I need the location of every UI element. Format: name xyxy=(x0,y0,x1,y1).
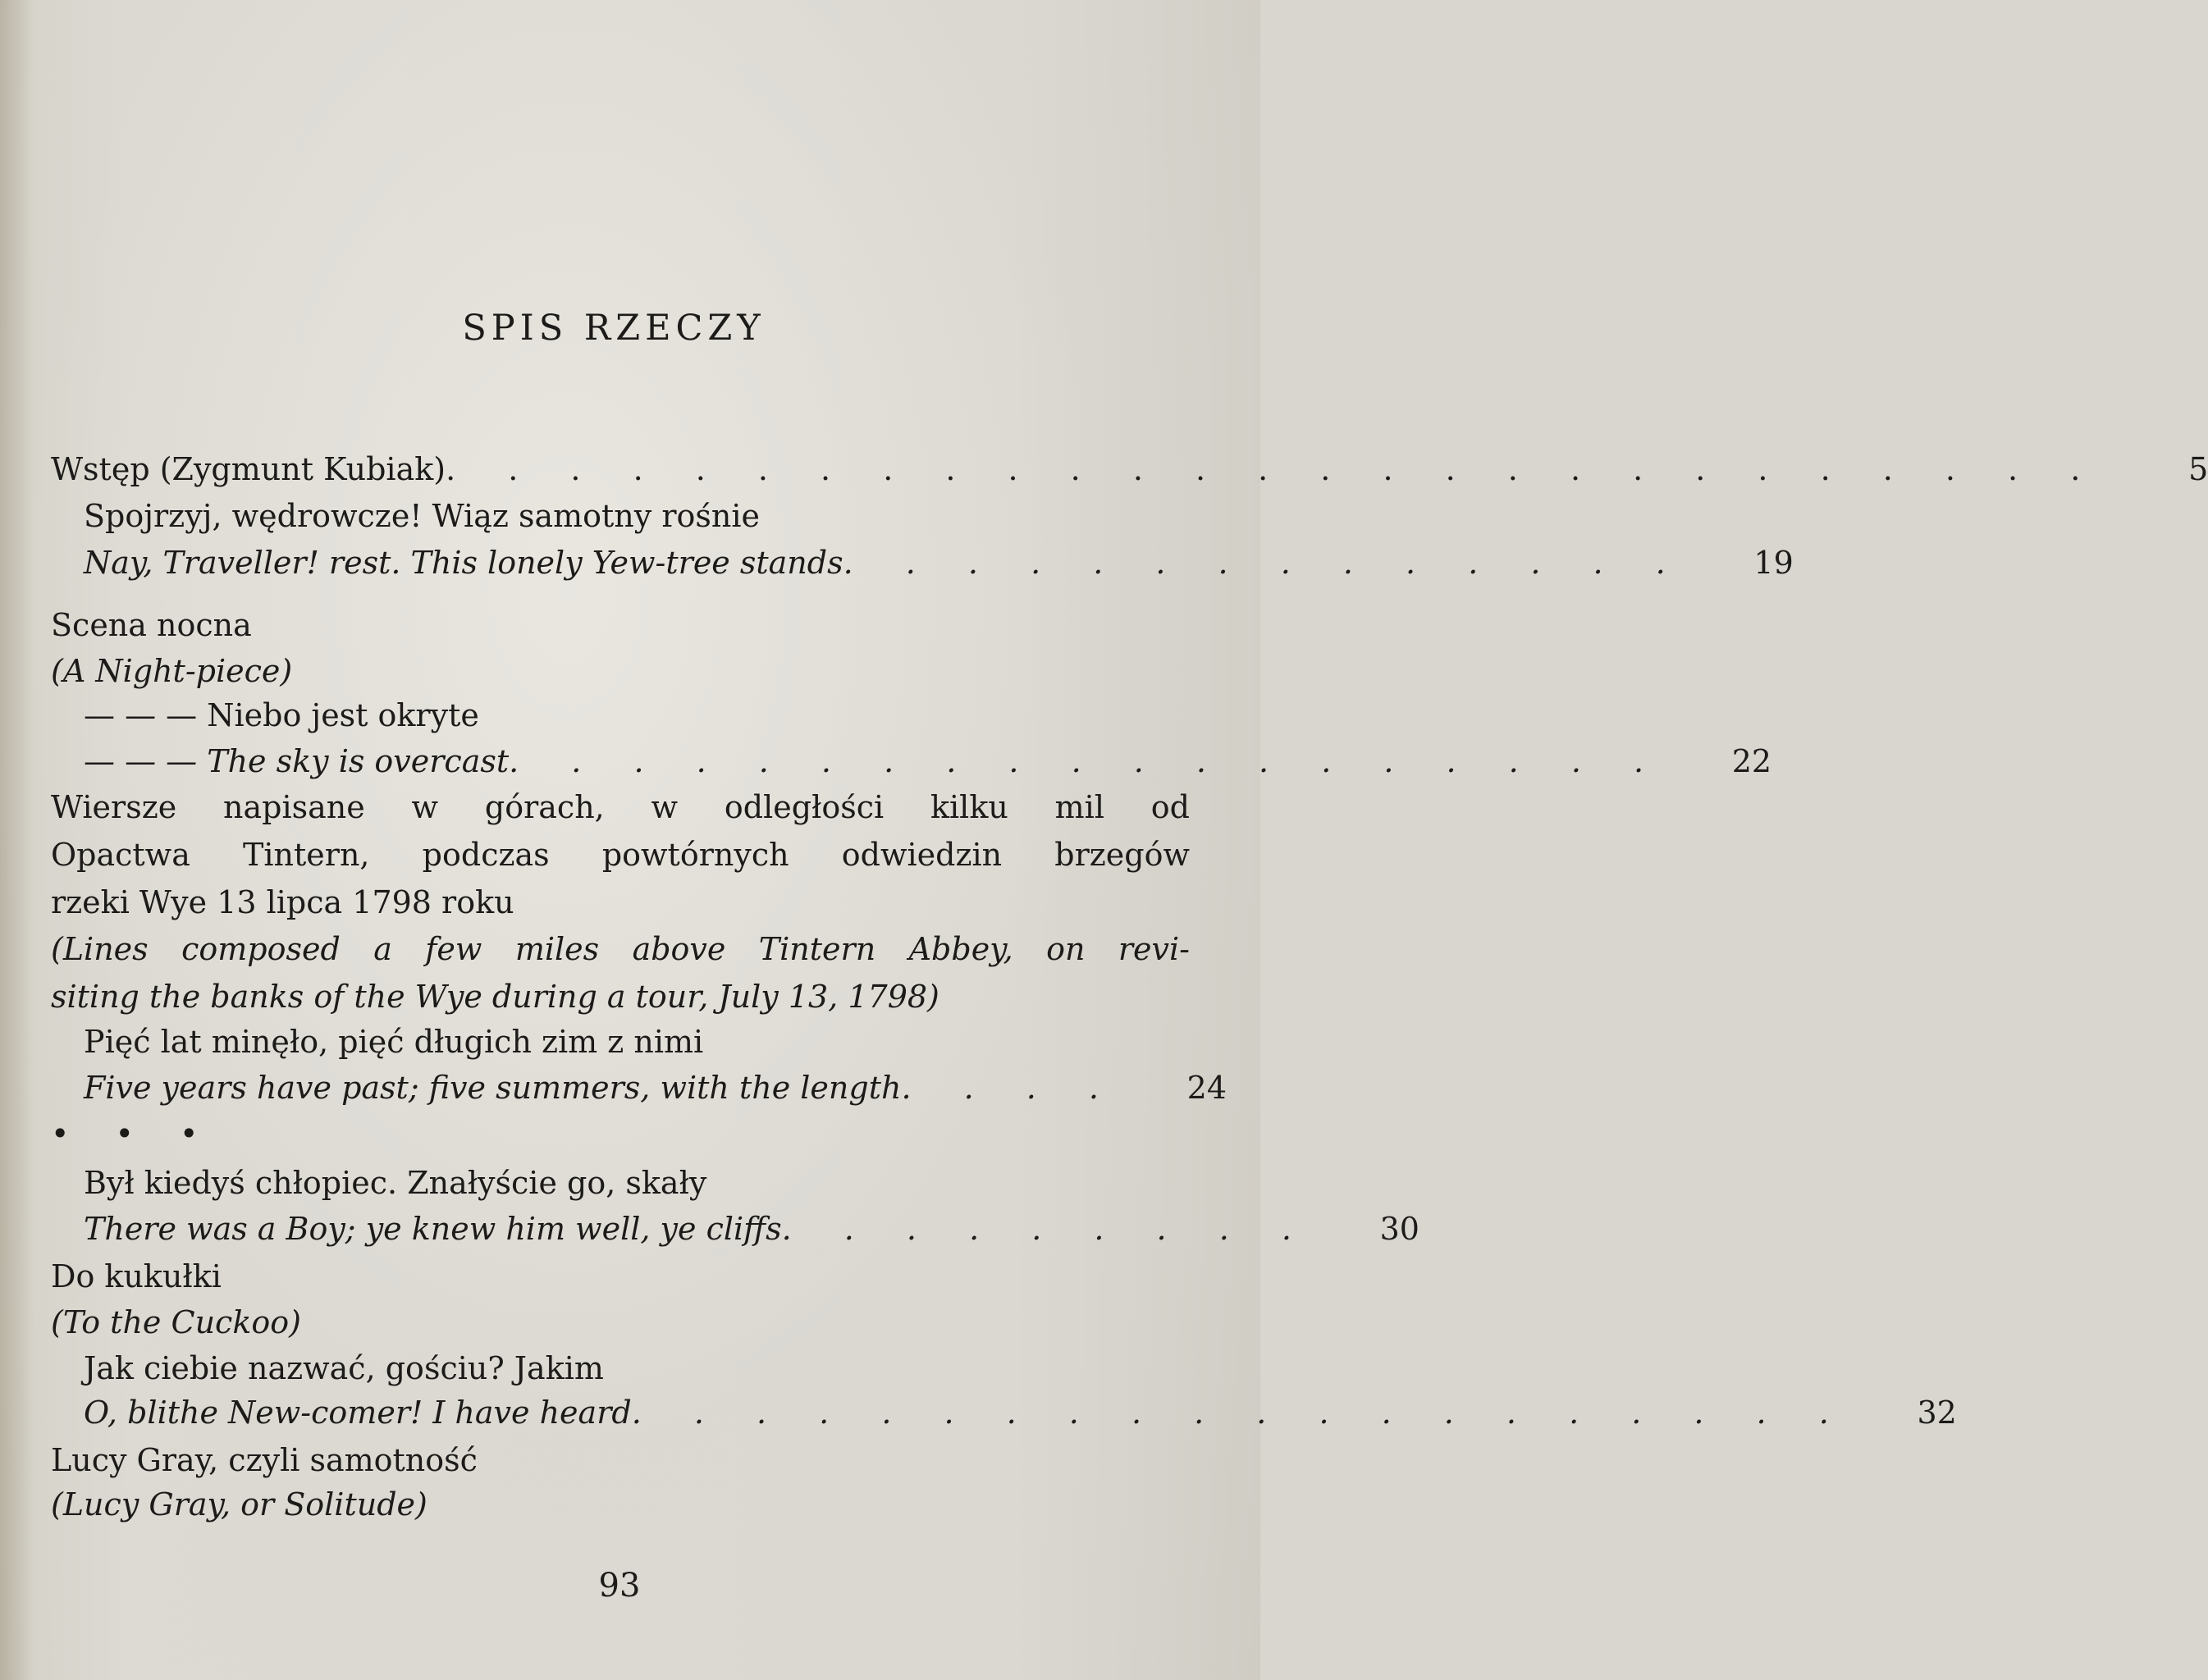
toc-entry-night-piece-pl xyxy=(51,605,1190,645)
toc-entry-title: (To the Cuckoo) xyxy=(51,1304,301,1340)
toc-entry-yew-tree-pl xyxy=(84,496,1190,536)
toc-entry-tintern-en xyxy=(51,925,1190,1020)
leader-dots: . . . . . . . . . . . . . . xyxy=(843,545,1687,581)
toc-page-number: 32 xyxy=(1917,1395,1957,1431)
toc-entry-lucy-gray-en xyxy=(51,1485,1190,1524)
toc-entry-title: Do kukułki xyxy=(51,1258,222,1294)
toc-entry-line: (Lines composed a few miles above Tintern Abbey, on revi- xyxy=(51,931,1190,967)
leader-dots: . . . . . . . . . xyxy=(781,1211,1313,1247)
toc-entry-title: O, blithe New-comer! I have heard xyxy=(84,1395,632,1431)
toc-entry-introduction xyxy=(51,450,2208,489)
toc-entry-line: rzeki Wye 13 lipca 1798 roku xyxy=(51,884,514,920)
toc-entry-sky-en xyxy=(84,742,1772,781)
toc-entry-title: Wstęp (Zygmunt Kubiak) xyxy=(51,451,446,487)
toc-entry-boy-en xyxy=(84,1209,1419,1249)
page-number: 93 xyxy=(598,1567,641,1605)
toc-entry-title: There was a Boy; ye knew him well, ye cliffs xyxy=(84,1211,782,1247)
toc-entry-title: — — — The sky is overcast xyxy=(84,743,510,779)
toc-entry-boy-pl xyxy=(84,1163,1190,1203)
toc-entry-title: Spojrzyj, wędrowcze! Wiąz samotny rośnie xyxy=(84,498,760,534)
toc-entry-title: (Lucy Gray, or Solitude) xyxy=(51,1486,427,1522)
leader-dots: . . . . . . . . . . . . . . . . . . . xyxy=(509,743,1666,779)
leader-dots: . . . . . . . . . . . . . . . . . . . . xyxy=(631,1395,1850,1431)
toc-entry-tintern-pl xyxy=(51,783,1190,926)
toc-page-number: 5 xyxy=(2188,451,2208,487)
toc-entry-sky-pl xyxy=(84,696,1190,735)
toc-page-number: 24 xyxy=(1186,1070,1227,1106)
toc-entry-title: Scena nocna xyxy=(51,607,252,643)
toc-entry-yew-tree-en xyxy=(84,543,1794,582)
toc-entry-newcomer-pl xyxy=(84,1349,1190,1388)
leader-dots: . . . . xyxy=(901,1070,1121,1106)
toc-entry-title: Nay, Traveller! rest. This lonely Yew-tree stands xyxy=(84,545,843,581)
toc-entry-line: Wiersze napisane w górach, w odległości kilku mil od xyxy=(51,789,1190,825)
toc-page-number: 22 xyxy=(1731,743,1772,779)
leader-dots: . . . . . . . . . . . . . . . . . . . . . . . . . . . xyxy=(446,451,2102,487)
toc-entry-title: Pięć lat minęło, pięć długich zim z nimi xyxy=(84,1024,704,1060)
toc-entry-cuckoo-pl xyxy=(51,1257,1190,1296)
toc-entry-title: Lucy Gray, czyli samotność xyxy=(51,1442,478,1478)
toc-entry-lucy-gray-pl xyxy=(51,1440,1190,1480)
page-gutter-shadow xyxy=(0,0,33,1680)
toc-page-number: 30 xyxy=(1379,1211,1419,1247)
toc-entry-five-years-pl xyxy=(84,1022,1190,1061)
toc-entry-title: — — — Niebo jest okryte xyxy=(84,697,479,733)
toc-page-number: 19 xyxy=(1753,545,1794,581)
toc-entry-title: (A Night-piece) xyxy=(51,653,293,689)
toc-entry-five-years-en xyxy=(84,1068,1227,1107)
toc-entry-title: Był kiedyś chłopiec. Znałyście go, skały xyxy=(84,1165,707,1201)
page-heading: SPIS RZECZY xyxy=(462,308,766,349)
toc-entry-cuckoo-en xyxy=(51,1303,1190,1342)
toc-entry-line: Opactwa Tintern, podczas powtórnych odwiedzin brzegów xyxy=(51,837,1190,873)
toc-entry-line: siting the banks of the Wye during a tour, July 13, 1798) xyxy=(51,979,939,1015)
toc-entry-night-piece-en xyxy=(51,651,1190,691)
toc-entry-title: Jak ciebie nazwać, gościu? Jakim xyxy=(84,1350,604,1386)
toc-entry-newcomer-en xyxy=(84,1393,1957,1432)
toc-entry-title: Five years have past; five summers, with the length xyxy=(84,1070,902,1106)
section-separator: • • • xyxy=(51,1116,217,1152)
